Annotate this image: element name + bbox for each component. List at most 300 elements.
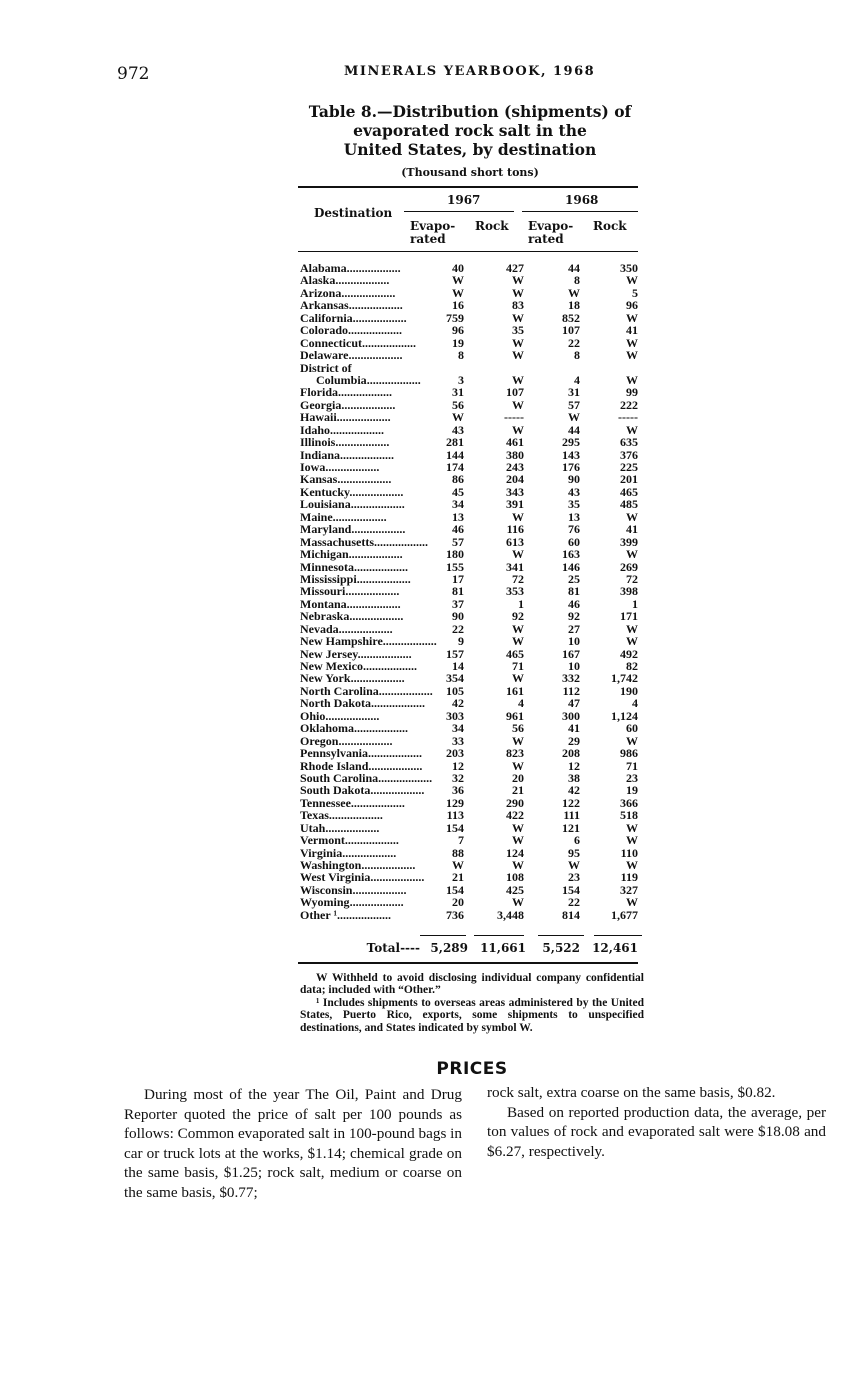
evap-1968-cell: 46 (568, 596, 580, 611)
table-title-line: evaporated rock salt in the (353, 121, 587, 140)
evap-1968-cell: W (568, 285, 580, 300)
evap-1968-cell: 295 (562, 435, 580, 450)
rock-1968-cell: 23 (626, 770, 638, 785)
rock-1967-cell: W (512, 895, 524, 910)
evap-1968-cell: 121 (562, 820, 580, 835)
destination-cell: Rhode Island.................. (300, 758, 423, 773)
evap-1967-cell: 9 (458, 634, 464, 649)
rock-1968-cell: 1 (632, 596, 638, 611)
rock-1967-cell: W (512, 273, 524, 288)
destination-cell: Colorado.................. (300, 323, 402, 338)
rock-1968-cell: W (626, 509, 638, 524)
evap-1967-cell: 88 (452, 845, 464, 860)
evap-1968-cell: 122 (562, 795, 580, 810)
evap-1968-cell: 95 (568, 845, 580, 860)
evap-1967-cell: 57 (452, 534, 464, 549)
rock-1968-cell: 366 (620, 795, 638, 810)
header-evaporated-1968: Evapo- rated (528, 219, 574, 246)
destination-cell: Montana.................. (300, 596, 401, 611)
evap-1967-cell: 759 (446, 310, 464, 325)
destination-cell: Hawaii.................. (300, 410, 391, 425)
evap-1968-cell: 167 (562, 646, 580, 661)
table-bottom-rule (298, 962, 638, 964)
evap-1967-cell: W (452, 273, 464, 288)
rock-1968-cell: 327 (620, 882, 638, 897)
evap-1968-cell: 35 (568, 497, 580, 512)
rock-1967-cell: 71 (512, 659, 524, 673)
destination-cell: Connecticut.................. (300, 335, 416, 350)
evap-1967-cell: 17 (452, 571, 464, 586)
evap-1968-cell: 332 (562, 671, 580, 686)
evap-1968-cell: 31 (568, 385, 580, 400)
rock-1968-cell: 5 (632, 285, 638, 300)
evap-1968-cell: 176 (562, 460, 580, 474)
evap-1967-cell: W (452, 858, 464, 872)
rock-1967-cell: W (512, 547, 524, 562)
evap-1968-cell: 27 (568, 621, 580, 636)
evap-1967-cell: 303 (446, 708, 464, 723)
rock-1967-cell: W (512, 671, 524, 686)
destination-cell: Maine.................. (300, 509, 387, 524)
evap-1967-cell: 144 (446, 447, 464, 462)
destination-cell: Oregon.................. (300, 733, 393, 748)
destination-cell: South Carolina.................. (300, 770, 433, 785)
prices-paragraph-right-1: rock salt, extra coarse on the same basis, $0.82. (487, 1084, 776, 1101)
header-year-1968: 1968 (565, 193, 599, 207)
evap-1968-cell: 111 (563, 808, 580, 823)
table-title-line: Table 8.—Distribution (shipments) of (308, 102, 632, 121)
total-rule-1967-rock (474, 935, 524, 936)
rock-1968-cell: W (626, 820, 638, 835)
destination-cell: Georgia.................. (300, 397, 396, 412)
evap-1968-cell: 22 (568, 895, 580, 910)
destination-cell: Nevada.................. (300, 621, 393, 636)
rock-1967-cell: 461 (506, 435, 524, 450)
rock-1968-cell: W (626, 634, 638, 649)
destination-cell: Washington.................. (300, 858, 416, 872)
rock-1967-cell: 290 (506, 795, 524, 810)
destination-cell: Vermont.................. (300, 833, 399, 848)
rock-1968-cell: 635 (620, 435, 638, 450)
rock-1968-cell: 225 (620, 460, 638, 474)
destination-cell: Maryland.................. (300, 522, 406, 537)
rock-1968-cell: 222 (620, 397, 638, 412)
rock-1967-cell: 391 (506, 497, 524, 512)
rock-1968-cell: 19 (626, 783, 638, 798)
evap-1967-cell: 56 (452, 397, 464, 412)
rock-1967-cell: W (512, 621, 524, 636)
evap-1968-cell: 12 (568, 758, 580, 773)
evap-1967-cell: 354 (446, 671, 464, 686)
header-bottom-rule (298, 251, 638, 252)
rock-1967-cell: 380 (506, 447, 524, 462)
destination-cell: Pennsylvania.................. (300, 746, 423, 761)
evap-1968-cell: 22 (568, 335, 580, 350)
rock-1967-cell: W (512, 758, 524, 773)
rock-1968-cell: 190 (620, 683, 638, 698)
rock-1967-cell: 108 (506, 870, 524, 885)
rock-1967-cell: W (512, 348, 524, 363)
evap-1967-cell: 16 (452, 298, 464, 313)
rock-1967-cell: 465 (506, 646, 524, 661)
rock-1968-cell: 110 (620, 845, 638, 860)
rock-1968-cell: 60 (626, 721, 638, 736)
evap-1968-cell: 107 (562, 323, 580, 338)
rock-1967-cell: 161 (506, 683, 524, 698)
evap-1967-cell: 281 (446, 435, 464, 450)
rock-1967-cell: 243 (506, 460, 524, 474)
evap-1968-cell: 44 (568, 261, 580, 275)
evap-1968-cell: 18 (568, 298, 580, 313)
total-rule-1967-evap (420, 935, 466, 936)
prices-paragraph-left: During most of the year The Oil, Paint and Drug Reporter quoted the price of salt per 100 pounds as follows: Common evaporated salt in 100-pound bags in car or truck lots at the works, $1.14; chemical grade on the same basis, $1.25; rock salt, medium or coarse on the same basis, $0.77; (124, 1086, 462, 1201)
rock-1968-cell: 99 (626, 385, 638, 400)
evap-1968-cell: 208 (562, 746, 580, 761)
evap-1968-cell: 10 (568, 634, 580, 649)
evap-1967-cell: 81 (452, 584, 464, 599)
evap-1967-cell: 37 (452, 596, 464, 611)
destination-cell: Alaska.................. (300, 273, 390, 288)
evap-1967-cell: 154 (446, 820, 464, 835)
rock-1967-cell: 353 (506, 584, 524, 599)
destination-cell: New Hampshire.................. (300, 634, 437, 649)
rock-1967-cell: ----- (504, 410, 524, 425)
evap-1967-cell: 32 (452, 770, 464, 785)
rock-1967-cell: W (512, 422, 524, 437)
rock-1968-cell: 41 (626, 522, 638, 537)
evap-1968-cell: 814 (562, 907, 580, 922)
destination-cell: Alabama.................. (300, 261, 401, 275)
destination-cell: Texas.................. (300, 808, 383, 823)
destination-cell: Columbia.................. (316, 372, 421, 387)
table-footnotes (300, 972, 644, 1034)
footnote-1: ¹ Includes shipments to overseas areas administered by the United States, Puerto Rico, exports, some shipments to unspecified destinations, and States indicated by symbol W. (300, 996, 644, 1034)
evap-1968-cell: 41 (568, 721, 580, 736)
rock-1968-cell: 518 (620, 808, 638, 823)
rock-1967-cell: W (512, 634, 524, 649)
rock-1968-cell: 376 (620, 447, 638, 462)
destination-cell: West Virginia.................. (300, 870, 425, 885)
rock-1967-cell: 116 (506, 522, 524, 537)
rock-1968-cell: 71 (626, 758, 638, 773)
rock-1967-cell: 4 (518, 696, 524, 711)
destination-cell: Other ¹.................. (300, 907, 392, 922)
evap-1967-cell: 45 (452, 484, 464, 499)
total-1967-rock: 11,661 (480, 941, 526, 955)
evap-1967-cell: 154 (446, 882, 464, 897)
rock-1968-cell: 41 (626, 323, 638, 338)
destination-cell: Idaho.................. (300, 422, 385, 437)
rock-1967-cell: W (512, 820, 524, 835)
destination-cell: Nebraska.................. (300, 609, 404, 624)
evap-1967-cell: 40 (452, 261, 464, 275)
rock-1967-cell: 56 (512, 721, 524, 736)
evap-1968-cell: 146 (562, 559, 580, 574)
rock-1967-cell: 72 (512, 571, 524, 586)
rock-1967-cell: 124 (506, 845, 524, 860)
year-1968-rule (522, 211, 638, 212)
evap-1967-cell: 22 (452, 621, 464, 636)
evap-1968-cell: 8 (574, 273, 580, 288)
evap-1967-cell: 155 (446, 559, 464, 574)
evap-1968-cell: 143 (562, 447, 580, 462)
rock-1967-cell: 613 (506, 534, 524, 549)
rock-1967-cell: 21 (512, 783, 524, 798)
destination-cell: Indiana.................. (300, 447, 395, 462)
header-destination: Destination (314, 206, 393, 220)
rock-1968-cell: 1,677 (611, 907, 638, 922)
evap-1968-cell: 81 (568, 584, 580, 599)
table-unit: (Thousand short tons) (401, 166, 539, 179)
evap-1968-cell: W (568, 410, 580, 425)
evap-1968-cell: 57 (568, 397, 580, 412)
evap-1968-cell: 60 (568, 534, 580, 549)
rock-1967-cell: 823 (506, 746, 524, 761)
rock-1967-cell: W (512, 372, 524, 387)
rock-1967-cell: 425 (506, 882, 524, 897)
evap-1968-cell: 29 (568, 733, 580, 748)
rock-1968-cell: W (626, 858, 638, 872)
evap-1968-cell: 90 (568, 472, 580, 487)
evap-1968-cell: 10 (568, 659, 580, 673)
rock-1967-cell: W (512, 310, 524, 325)
evap-1967-cell: 14 (452, 659, 464, 673)
evap-1968-cell: 92 (568, 609, 580, 624)
destination-cell: North Carolina.................. (300, 683, 433, 698)
evap-1967-cell: 36 (452, 783, 464, 798)
total-row (300, 941, 642, 955)
evap-1967-cell: 96 (452, 323, 464, 338)
rock-1967-cell: W (512, 858, 524, 872)
evap-1968-cell: 42 (568, 783, 580, 798)
evap-1968-cell: 23 (568, 870, 580, 885)
rock-1967-cell: 83 (512, 298, 524, 313)
destination-cell: Tennessee.................. (300, 795, 405, 810)
rock-1968-cell: 1,742 (611, 671, 638, 686)
evap-1968-cell: 6 (574, 833, 580, 848)
destination-cell: District of (300, 360, 352, 375)
rock-1967-cell: W (512, 397, 524, 412)
rock-1967-cell: 961 (506, 708, 524, 723)
evap-1968-cell: 4 (574, 372, 580, 387)
destination-cell: Kansas.................. (300, 472, 392, 487)
total-1968-rock: 12,461 (592, 941, 638, 955)
destination-cell: South Dakota.................. (300, 783, 425, 798)
evap-1967-cell: 90 (452, 609, 464, 624)
total-label: Total---- (366, 941, 420, 955)
rock-1967-cell: W (512, 833, 524, 848)
evap-1967-cell: 20 (452, 895, 464, 910)
table-title-line: United States, by destination (343, 140, 597, 159)
evap-1968-cell: 852 (562, 310, 580, 325)
total-rule-1968-rock (594, 935, 642, 936)
evap-1967-cell: 86 (452, 472, 464, 487)
header-rock-1968: Rock (593, 219, 627, 233)
evap-1967-cell: 180 (446, 547, 464, 562)
destination-cell: Florida.................. (300, 385, 392, 400)
header-year-1967: 1967 (447, 193, 481, 207)
destination-cell: Massachusetts.................. (300, 534, 428, 549)
rock-1968-cell: 4 (632, 696, 638, 711)
rock-1967-cell: 35 (512, 323, 524, 338)
evap-1968-cell: 163 (562, 547, 580, 562)
header-rock-1967: Rock (475, 219, 509, 233)
rock-1967-cell: W (512, 733, 524, 748)
rock-1968-cell: 72 (626, 571, 638, 586)
destination-cell: North Dakota.................. (300, 696, 425, 711)
rock-1968-cell: W (626, 833, 638, 848)
rock-1967-cell: 92 (512, 609, 524, 624)
evap-1968-cell: W (568, 858, 580, 872)
rock-1968-cell: 465 (620, 484, 638, 499)
rock-1968-cell: 398 (620, 584, 638, 599)
rock-1968-cell: 119 (620, 870, 638, 885)
rock-1968-cell: W (626, 733, 638, 748)
evap-1968-cell: 25 (568, 571, 580, 586)
evap-1967-cell: 46 (452, 522, 464, 537)
rock-1967-cell: 204 (506, 472, 524, 487)
destination-cell: Mississippi.................. (300, 571, 411, 586)
evap-1967-cell: W (452, 285, 464, 300)
rock-1968-cell: 485 (620, 497, 638, 512)
evap-1967-cell: 12 (452, 758, 464, 773)
rock-1968-cell: W (626, 310, 638, 325)
rock-1967-cell: 20 (512, 770, 524, 785)
rock-1967-cell: 107 (506, 385, 524, 400)
rock-1967-cell: 341 (506, 559, 524, 574)
destination-cell: Arkansas.................. (300, 298, 403, 313)
rock-1968-cell: ----- (618, 410, 638, 425)
evap-1967-cell: 736 (446, 907, 464, 922)
evap-1967-cell: 31 (452, 385, 464, 400)
destination-cell: Utah.................. (300, 820, 380, 835)
evap-1968-cell: 38 (568, 770, 580, 785)
left-column (124, 1085, 462, 1203)
rock-1968-cell: 1,124 (611, 708, 638, 723)
rock-1967-cell: 3,448 (497, 907, 524, 922)
rock-1968-cell: 399 (620, 534, 638, 549)
evap-1968-cell: 47 (568, 696, 580, 711)
rock-1968-cell: W (626, 348, 638, 363)
evap-1967-cell: 129 (446, 795, 464, 810)
evap-1968-cell: 43 (568, 484, 580, 499)
destination-cell: Louisiana.................. (300, 497, 405, 512)
evap-1967-cell: W (452, 410, 464, 425)
right-column (487, 1083, 826, 1161)
destination-cell: Arizona.................. (300, 285, 396, 300)
table-row (300, 909, 642, 921)
evap-1968-cell (524, 362, 580, 374)
evap-1967-cell: 21 (452, 870, 464, 885)
rock-1968-cell: 171 (620, 609, 638, 624)
destination-cell: Ohio.................. (300, 708, 380, 723)
rock-1968-cell: W (626, 372, 638, 387)
destination-cell: Wyoming.................. (300, 895, 404, 910)
rock-1968-cell: 492 (620, 646, 638, 661)
destination-cell: Wisconsin.................. (300, 882, 407, 897)
total-rule-1968-evap (538, 935, 584, 936)
rock-1968-cell: 201 (620, 472, 638, 487)
evap-1967-cell: 3 (458, 372, 464, 387)
rock-1967-cell: 343 (506, 484, 524, 499)
evap-1967-cell: 42 (452, 696, 464, 711)
evap-1967-cell: 19 (452, 335, 464, 350)
evap-1967-cell: 157 (446, 646, 464, 661)
total-1967-evaporated: 5,289 (430, 941, 468, 955)
destination-cell: Michigan.................. (300, 547, 403, 562)
rock-1968-cell: W (626, 895, 638, 910)
destination-cell: Minnesota.................. (300, 559, 408, 574)
destination-cell: Illinois.................. (300, 435, 390, 450)
evap-1967-cell: 203 (446, 746, 464, 761)
evap-1967-cell: 7 (458, 833, 464, 848)
evap-1968-cell: 112 (562, 683, 580, 698)
evap-1967-cell: 13 (452, 509, 464, 524)
evap-1967-cell: 105 (446, 683, 464, 698)
evap-1967-cell: 34 (452, 497, 464, 512)
destination-cell: New Jersey.................. (300, 646, 412, 661)
header-evaporated-1967: Evapo- rated (410, 219, 456, 246)
rock-1967-cell: 427 (506, 261, 524, 275)
table-body (300, 262, 642, 921)
prices-heading: PRICES (436, 1059, 508, 1079)
evap-1967-cell: 174 (446, 460, 464, 474)
evap-1967-cell: 43 (452, 422, 464, 437)
table-title (300, 102, 640, 159)
evap-1968-cell: 13 (568, 509, 580, 524)
destination-cell: Oklahoma.................. (300, 721, 409, 736)
table-top-rule (298, 186, 638, 188)
evap-1967-cell: 8 (458, 348, 464, 363)
destination-cell: California.................. (300, 310, 407, 325)
evap-1967-cell: 34 (452, 721, 464, 736)
evap-1967-cell: 113 (446, 808, 464, 823)
destination-cell: Missouri.................. (300, 584, 400, 599)
rock-1968-cell: 82 (626, 659, 638, 673)
total-1968-evaporated: 5,522 (542, 941, 580, 955)
rock-1968-cell: W (626, 422, 638, 437)
rock-1968-cell: 986 (620, 746, 638, 761)
rock-1967-cell: W (512, 509, 524, 524)
rock-1968-cell: W (626, 273, 638, 288)
rock-1967-cell: 422 (506, 808, 524, 823)
destination-cell: Virginia.................. (300, 845, 397, 860)
prices-paragraph-right-2: Based on reported production data, the average, per ton values of rock and evaporated salt were $18.08 and $6.27, respectively. (487, 1103, 826, 1160)
rock-1968-cell: W (626, 547, 638, 562)
running-head: MINERALS YEARBOOK, 1968 (344, 64, 596, 79)
rock-1968-cell: 269 (620, 559, 638, 574)
destination-cell: New Mexico.................. (300, 659, 417, 673)
destination-cell: Kentucky.................. (300, 484, 404, 499)
year-1967-rule (404, 211, 514, 212)
rock-1967-cell: W (512, 335, 524, 350)
evap-1968-cell: 8 (574, 348, 580, 363)
rock-1968-cell: W (626, 621, 638, 636)
evap-1967-cell: 33 (452, 733, 464, 748)
footnote-withheld: W Withheld to avoid disclosing individual company confidential data; included with “Other.” (300, 972, 644, 997)
rock-1967-cell: W (512, 285, 524, 300)
evap-1968-cell: 154 (562, 882, 580, 897)
evap-1968-cell: 44 (568, 422, 580, 437)
destination-cell: Delaware.................. (300, 348, 403, 363)
destination-cell: Iowa.................. (300, 460, 380, 474)
rock-1967-cell: 1 (518, 596, 524, 611)
rock-1968-cell: 350 (620, 261, 638, 275)
rock-1968-cell: W (626, 335, 638, 350)
rock-1968-cell: 96 (626, 298, 638, 313)
destination-cell: New York.................. (300, 671, 405, 686)
evap-1968-cell: 300 (562, 708, 580, 723)
